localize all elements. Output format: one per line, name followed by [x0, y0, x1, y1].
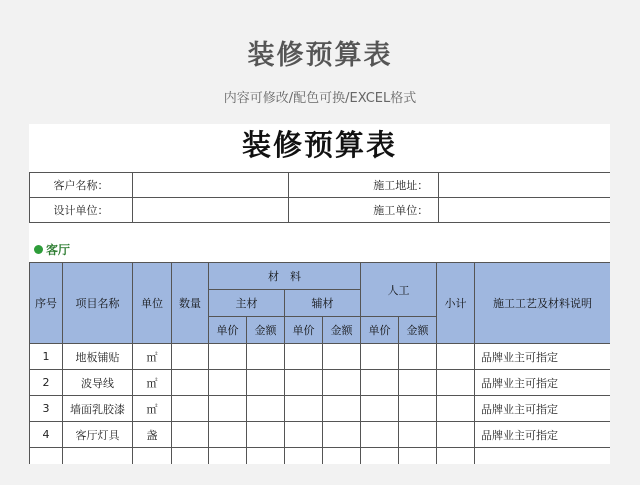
row-cell[interactable]: [361, 344, 399, 370]
row-cell[interactable]: [361, 448, 399, 465]
header-amount: 金额: [399, 317, 437, 344]
row-cell[interactable]: [323, 370, 361, 396]
row-cell[interactable]: [323, 396, 361, 422]
row-subtotal-cell[interactable]: [437, 448, 475, 465]
row-cell[interactable]: [399, 396, 437, 422]
row-unit: 盏: [133, 422, 172, 448]
table-row: [30, 422, 611, 448]
header-item-name: 项目名称: [63, 263, 133, 344]
row-cell[interactable]: [209, 370, 247, 396]
site-address-field[interactable]: [439, 173, 611, 198]
sheet-title: 装修预算表: [241, 128, 397, 162]
header-unit: 单位: [133, 263, 172, 344]
row-qty-cell[interactable]: [172, 422, 209, 448]
header-amount: 金额: [247, 317, 285, 344]
table-row: [30, 448, 611, 465]
header-unit-price: 单价: [209, 317, 247, 344]
row-cell[interactable]: [399, 422, 437, 448]
row-seq: 3: [30, 396, 63, 422]
row-qty-cell[interactable]: [172, 448, 209, 465]
row-cell[interactable]: [209, 448, 247, 465]
row-cell[interactable]: [323, 344, 361, 370]
header-unit-price: 单价: [285, 317, 323, 344]
row-cell[interactable]: [247, 448, 285, 465]
row-cell[interactable]: [209, 396, 247, 422]
client-name-label: 客户名称：: [30, 173, 133, 198]
design-unit-label: 设计单位：: [30, 198, 133, 223]
row-subtotal-cell[interactable]: [437, 396, 475, 422]
row-cell[interactable]: [247, 396, 285, 422]
row-qty-cell[interactable]: [172, 370, 209, 396]
table-row: [30, 344, 611, 370]
header-unit-price: 单价: [361, 317, 399, 344]
row-item: 客厅灯具: [63, 422, 133, 448]
row-cell[interactable]: [399, 448, 437, 465]
page-subtitle: 内容可修改/配色可换/EXCEL格式: [223, 91, 417, 106]
header-labor: 人工: [361, 263, 437, 317]
client-name-field[interactable]: [133, 173, 289, 198]
row-seq: 1: [30, 344, 63, 370]
header-aux-material: 辅材: [285, 290, 361, 317]
row-cell[interactable]: [285, 370, 323, 396]
row-item: 波导线: [63, 370, 133, 396]
header-amount: 金额: [323, 317, 361, 344]
spreadsheet-sheet: [29, 124, 610, 464]
header-process-notes: 施工工艺及材料说明: [475, 263, 611, 344]
row-item: 墙面乳胶漆: [63, 396, 133, 422]
row-item: [63, 448, 133, 465]
row-seq: 2: [30, 370, 63, 396]
row-note: 品牌业主可指定: [475, 344, 611, 370]
row-cell[interactable]: [247, 344, 285, 370]
row-qty-cell[interactable]: [172, 396, 209, 422]
section-label: 客厅: [46, 242, 71, 257]
row-seq: [30, 448, 63, 465]
row-cell[interactable]: [247, 422, 285, 448]
section-heading: [34, 240, 70, 258]
header-seq: 序号: [30, 263, 63, 344]
construction-unit-label: 施工单位：: [364, 198, 439, 223]
row-cell[interactable]: [399, 370, 437, 396]
row-unit: ㎡: [133, 396, 172, 422]
budget-table: [29, 262, 610, 464]
table-row: [30, 370, 611, 396]
row-unit: [133, 448, 172, 465]
site-address-label: 施工地址：: [364, 173, 439, 198]
project-info-table: [29, 172, 610, 223]
row-note: 品牌业主可指定: [475, 396, 611, 422]
row-cell[interactable]: [323, 448, 361, 465]
row-cell[interactable]: [399, 344, 437, 370]
row-qty-cell[interactable]: [172, 344, 209, 370]
table-row: [30, 396, 611, 422]
row-unit: ㎡: [133, 370, 172, 396]
header-main-material: 主材: [209, 290, 285, 317]
row-cell[interactable]: [209, 344, 247, 370]
row-subtotal-cell[interactable]: [437, 422, 475, 448]
row-cell[interactable]: [209, 422, 247, 448]
row-note: 品牌业主可指定: [475, 370, 611, 396]
info-spacer-cell: [289, 173, 364, 198]
row-cell[interactable]: [285, 422, 323, 448]
row-cell[interactable]: [323, 422, 361, 448]
row-cell[interactable]: [285, 396, 323, 422]
row-subtotal-cell[interactable]: [437, 370, 475, 396]
row-subtotal-cell[interactable]: [437, 344, 475, 370]
design-unit-field[interactable]: [133, 198, 289, 223]
row-cell[interactable]: [361, 370, 399, 396]
row-seq: 4: [30, 422, 63, 448]
row-note: [475, 448, 611, 465]
construction-unit-field[interactable]: [439, 198, 611, 223]
row-cell[interactable]: [285, 448, 323, 465]
row-cell[interactable]: [361, 396, 399, 422]
page-title: 装修预算表: [247, 40, 393, 71]
row-unit: ㎡: [133, 344, 172, 370]
header-subtotal: 小计: [437, 263, 475, 344]
header-materials: 材 料: [209, 263, 361, 290]
row-cell[interactable]: [361, 422, 399, 448]
row-cell[interactable]: [247, 370, 285, 396]
info-spacer-cell: [289, 198, 364, 223]
row-note: 品牌业主可指定: [475, 422, 611, 448]
header-quantity: 数量: [172, 263, 209, 344]
row-item: 地板铺贴: [63, 344, 133, 370]
row-cell[interactable]: [285, 344, 323, 370]
green-dot-icon: [34, 245, 43, 254]
